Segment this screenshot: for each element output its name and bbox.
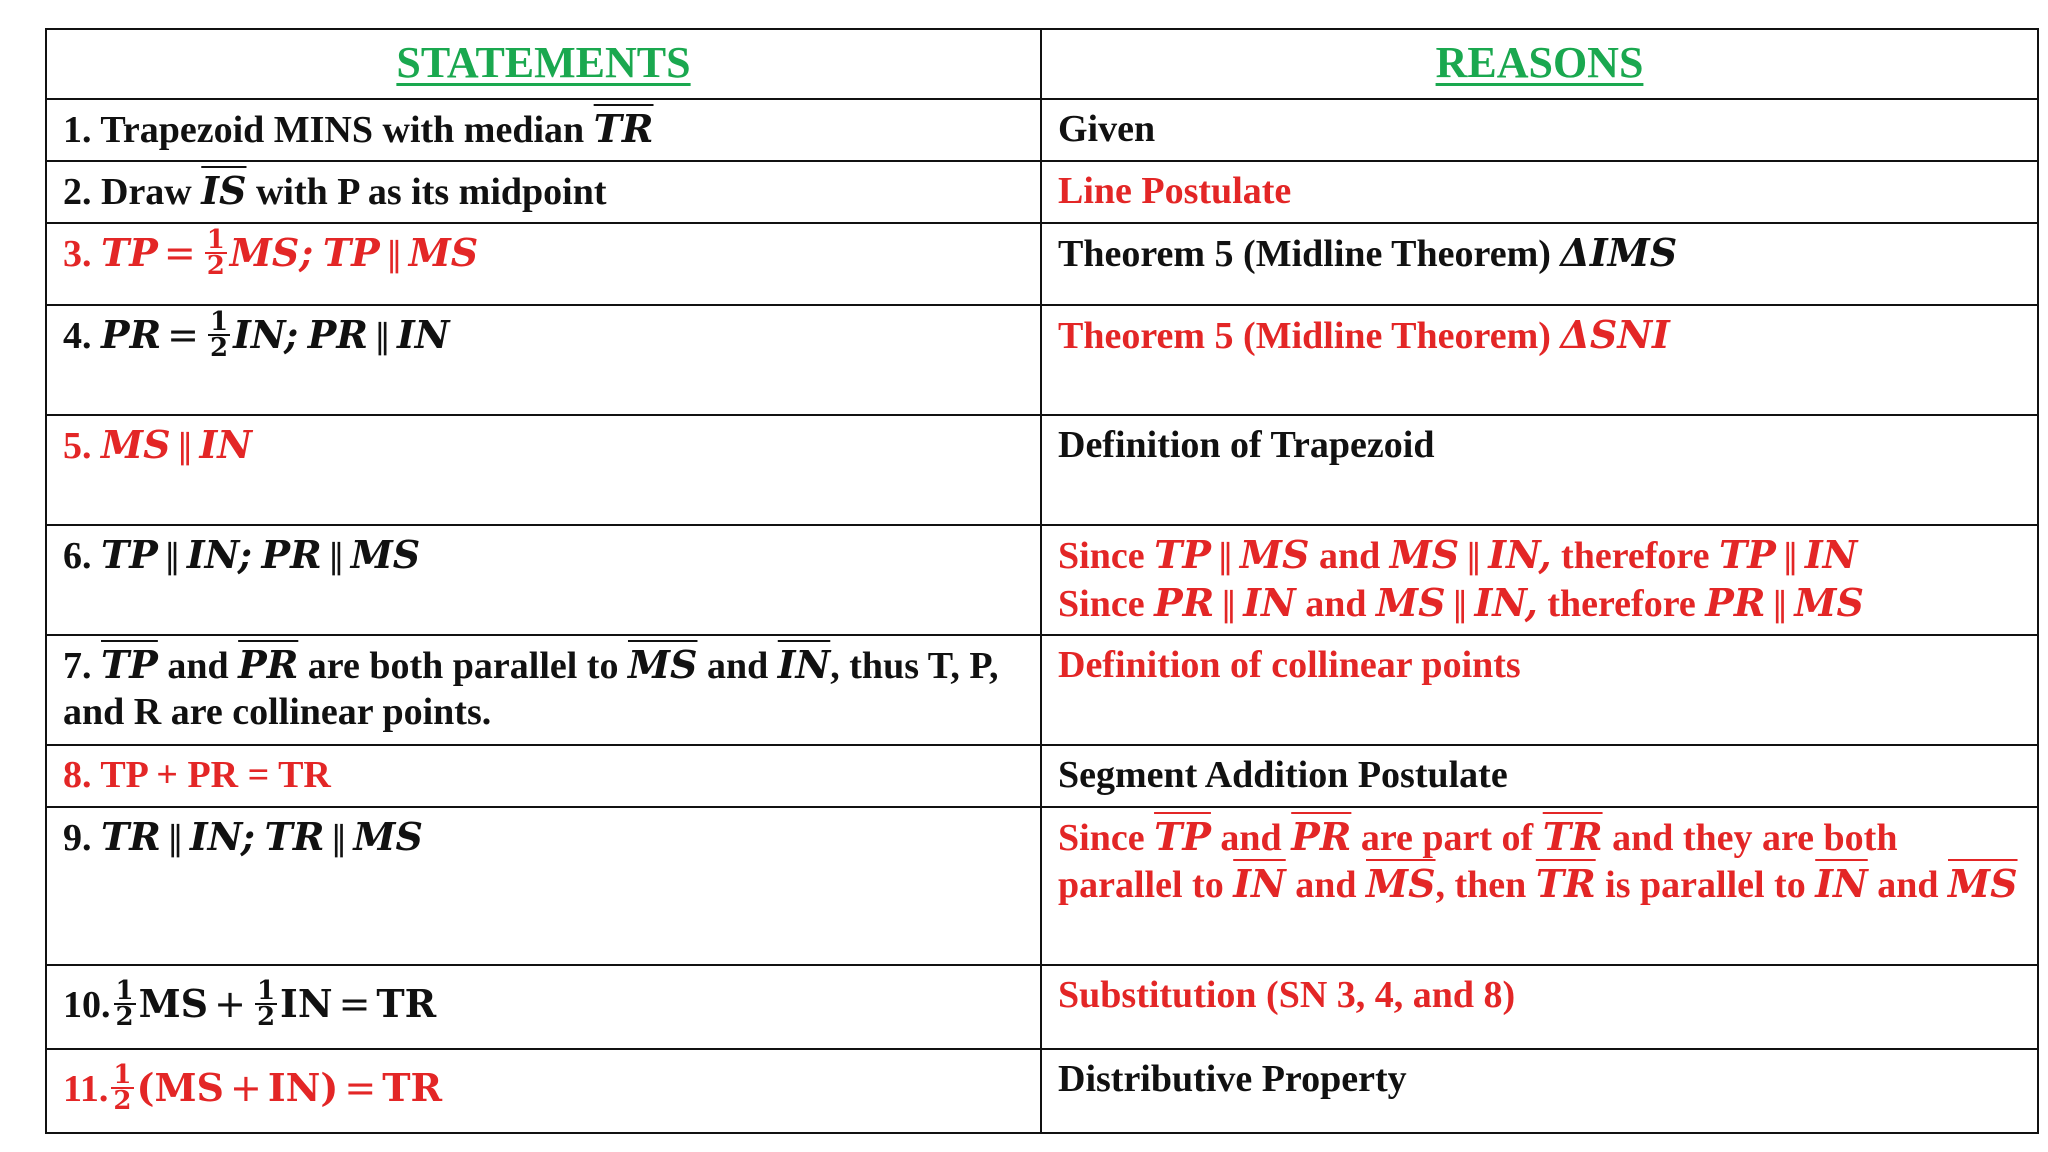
proof-text: ∥ — [330, 819, 348, 859]
proof-text: therefore — [1547, 583, 1696, 625]
statement-9 — [46, 807, 1041, 965]
proof-text: ΔSNI — [1560, 312, 1670, 357]
proof-text: 2 — [113, 1086, 132, 1117]
proof-text: TR — [101, 814, 161, 859]
proof-text: Trapezoid MINS with median — [100, 109, 585, 151]
reason-4 — [1041, 305, 2038, 415]
proof-text: ∥ — [1781, 537, 1799, 577]
proof-text: 5. — [63, 425, 92, 467]
proof-row-6 — [46, 525, 2038, 635]
proof-text: MS — [1376, 580, 1446, 625]
proof-text: IN — [396, 312, 450, 357]
proof-text: (MS — [136, 1064, 224, 1110]
proof-text: IN; — [186, 532, 253, 577]
proof-text: TP — [101, 532, 158, 577]
proof-text: $\overline{PR}$ — [238, 642, 299, 687]
proof-text: and — [167, 645, 229, 687]
proof-text: Definition of Trapezoid — [1058, 424, 1435, 466]
proof-text: 1 — [206, 225, 225, 256]
proof-text: Substitution (SN 3, 4, and 8) — [1058, 974, 1516, 1016]
proof-text: $\overline{MS}$ — [627, 642, 698, 687]
proof-text: Distributive Property — [1058, 1058, 1407, 1100]
proof-text: ∥ — [327, 537, 345, 577]
proof-text: Since — [1058, 535, 1145, 577]
proof-text: are both parallel to — [307, 645, 619, 687]
proof-text: ∥ — [166, 819, 184, 859]
reason-11 — [1041, 1049, 2038, 1133]
reason-1 — [1041, 99, 2038, 161]
proof-text: ∥ — [1220, 585, 1238, 625]
proof-text: PR — [1154, 580, 1215, 625]
proof-text: MS — [353, 814, 423, 859]
proof-text: TP — [1718, 532, 1776, 577]
proof-text: IN — [1243, 580, 1296, 625]
proof-text: PR — [261, 532, 322, 577]
statement-11 — [46, 1049, 1041, 1133]
proof-row-11 — [46, 1049, 2038, 1133]
proof-text: 1 — [113, 1060, 132, 1091]
reason-6-line-2 — [1058, 580, 2021, 628]
proof-text: IN, — [1474, 580, 1538, 625]
reason-9 — [1041, 807, 2038, 965]
proof-text: = — [163, 231, 196, 275]
reason-6 — [1041, 525, 2038, 635]
proof-text: and — [1305, 583, 1367, 625]
proof-row-8 — [46, 745, 2038, 807]
fraction-one-half — [114, 976, 136, 1033]
proof-text: is parallel to — [1605, 864, 1806, 906]
proof-text: and — [1318, 535, 1381, 577]
proof-text: 2 — [115, 1002, 134, 1033]
proof-text: IN, — [1488, 532, 1552, 577]
statement-6 — [46, 525, 1041, 635]
proof-text: PR — [101, 312, 162, 357]
statement-5 — [46, 415, 1041, 525]
proof-text: 2 — [210, 333, 229, 364]
statement-7 — [46, 635, 1041, 745]
proof-text: ∥ — [385, 235, 403, 275]
proof-text: ∥ — [1465, 537, 1483, 577]
proof-text: are part of — [1360, 817, 1534, 859]
reason-8 — [1041, 745, 2038, 807]
proof-text: $\overline{PR}$ — [1291, 814, 1352, 859]
proof-row-3 — [46, 223, 2038, 305]
two-column-proof-table — [45, 28, 2039, 1134]
reasons-header — [1041, 29, 2038, 99]
proof-text: ΔIMS — [1560, 230, 1678, 275]
proof-text: MS — [408, 230, 479, 275]
proof-text: TP — [101, 230, 158, 275]
reason-9-line-2 — [1058, 861, 2021, 908]
proof-text: MS — [138, 980, 209, 1026]
fraction-one-half — [255, 976, 277, 1033]
reason-2 — [1041, 161, 2038, 223]
proof-text: IN; — [233, 312, 299, 357]
proof-row-1 — [46, 99, 2038, 161]
proof-text: 2 — [256, 1002, 276, 1033]
proof-text: PR — [307, 312, 368, 357]
proof-row-9 — [46, 807, 2038, 965]
proof-text: ∥ — [373, 317, 391, 357]
proof-row-10 — [46, 965, 2038, 1049]
statement-4 — [46, 305, 1041, 415]
proof-text: $\overline{IN}$ — [777, 642, 831, 687]
fraction-one-half — [111, 1060, 133, 1117]
proof-text: = — [344, 1065, 377, 1110]
proof-text: 1 — [115, 976, 134, 1007]
proof-text: PR — [1705, 580, 1766, 625]
proof-text: $\overline{TR}$ — [1535, 861, 1596, 906]
proof-text: TR — [382, 1064, 443, 1110]
proof-text: , thus T, P, — [830, 645, 999, 687]
proof-text: TP + PR = TR — [100, 754, 331, 796]
proof-text: $\overline{TP}$ — [1154, 814, 1211, 859]
proof-text: ∥ — [1771, 585, 1789, 625]
proof-text: IN; — [189, 814, 256, 859]
reason-6-line-1 — [1058, 532, 2021, 580]
proof-text: ∥ — [176, 427, 194, 467]
proof-text: MS — [101, 422, 171, 467]
proof-text: $\overline{TR}$ — [593, 106, 654, 151]
reason-5 — [1041, 415, 2038, 525]
proof-text: 1 — [210, 307, 229, 338]
proof-text: IN) — [267, 1064, 339, 1110]
proof-text: $\overline{TR}$ — [1542, 814, 1603, 859]
proof-text: $\overline{IS}$ — [201, 168, 247, 213]
reason-9-line-1 — [1058, 814, 2021, 861]
proof-text: Since — [1058, 583, 1145, 625]
proof-text: TP — [1154, 532, 1211, 577]
proof-text: IN — [199, 422, 253, 467]
fraction-one-half — [205, 225, 227, 282]
proof-text: , then — [1435, 864, 1527, 906]
proof-row-2 — [46, 161, 2038, 223]
proof-text: and — [1877, 864, 1939, 906]
statements-header — [46, 29, 1041, 99]
proof-text: MS — [1239, 532, 1310, 577]
proof-row-5 — [46, 415, 2038, 525]
proof-text: IN — [1804, 532, 1858, 577]
proof-text: Theorem 5 (Midline Theorem) — [1058, 233, 1551, 275]
proof-text: $\overline{IN}$ — [1815, 861, 1868, 906]
proof-text: 7. — [63, 645, 92, 687]
proof-text: Definition of collinear points — [1058, 644, 1521, 686]
proof-text: TP — [322, 230, 380, 275]
proof-text: ∥ — [163, 537, 181, 577]
statement-3 — [46, 223, 1041, 305]
proof-text: ∥ — [1216, 537, 1234, 577]
proof-text: and they are both — [1612, 817, 1898, 859]
statement-2 — [46, 161, 1041, 223]
proof-text: TR — [376, 980, 437, 1026]
proof-text: Theorem 5 (Midline Theorem) — [1058, 315, 1551, 357]
proof-text: MS — [1389, 532, 1460, 577]
proof-text: MS; — [229, 230, 314, 275]
proof-text: $\overline{TP}$ — [101, 642, 158, 687]
proof-text: $\overline{MS}$ — [1948, 861, 2018, 906]
proof-text: and — [706, 645, 769, 687]
proof-text: 9. — [63, 817, 92, 859]
statement-10 — [46, 965, 1041, 1049]
proof-text: $\overline{IN}$ — [1233, 861, 1286, 906]
reason-3 — [1041, 223, 2038, 305]
proof-row-7 — [46, 635, 2038, 745]
proof-text: 1 — [256, 976, 276, 1007]
proof-text: 11. — [63, 1067, 109, 1110]
proof-text: with P as its midpoint — [255, 171, 607, 213]
proof-text: Draw — [101, 171, 192, 213]
reason-10 — [1041, 965, 2038, 1049]
proof-text: MS — [350, 532, 421, 577]
proof-text: STATEMENTS — [396, 38, 691, 87]
proof-text: 10. — [63, 983, 111, 1026]
proof-text: and R are collinear points. — [63, 691, 492, 733]
proof-text: MS — [1794, 580, 1864, 625]
proof-text: REASONS — [1435, 38, 1644, 87]
proof-text: ∥ — [1451, 585, 1469, 625]
proof-text: 2 — [206, 251, 225, 282]
statement-8 — [46, 745, 1041, 807]
proof-text: 1. — [63, 109, 92, 151]
proof-text: IN — [280, 980, 333, 1026]
proof-text: 8. — [63, 754, 92, 796]
proof-text: and — [1295, 864, 1357, 906]
fraction-one-half — [208, 307, 230, 364]
proof-text: parallel to — [1058, 864, 1224, 906]
reason-7 — [1041, 635, 2038, 745]
proof-text: 3. — [63, 233, 92, 275]
proof-text: therefore — [1561, 535, 1710, 577]
header-row — [46, 29, 2038, 99]
proof-text: + — [214, 981, 246, 1026]
proof-text: 6. — [63, 535, 92, 577]
proof-text: = — [338, 981, 371, 1026]
statement-1 — [46, 99, 1041, 161]
proof-text: Line Postulate — [1058, 170, 1292, 212]
proof-text: = — [167, 313, 199, 357]
proof-text: TR — [264, 814, 325, 859]
proof-row-4 — [46, 305, 2038, 415]
proof-text: 4. — [63, 315, 92, 357]
proof-text: Given — [1058, 108, 1156, 150]
proof-text: Segment Addition Postulate — [1058, 754, 1508, 796]
proof-text: + — [230, 1065, 262, 1110]
proof-text: 2. — [63, 171, 92, 213]
proof-text: and — [1220, 817, 1282, 859]
proof-text: Since — [1058, 817, 1145, 859]
proof-text: $\overline{MS}$ — [1366, 861, 1436, 906]
